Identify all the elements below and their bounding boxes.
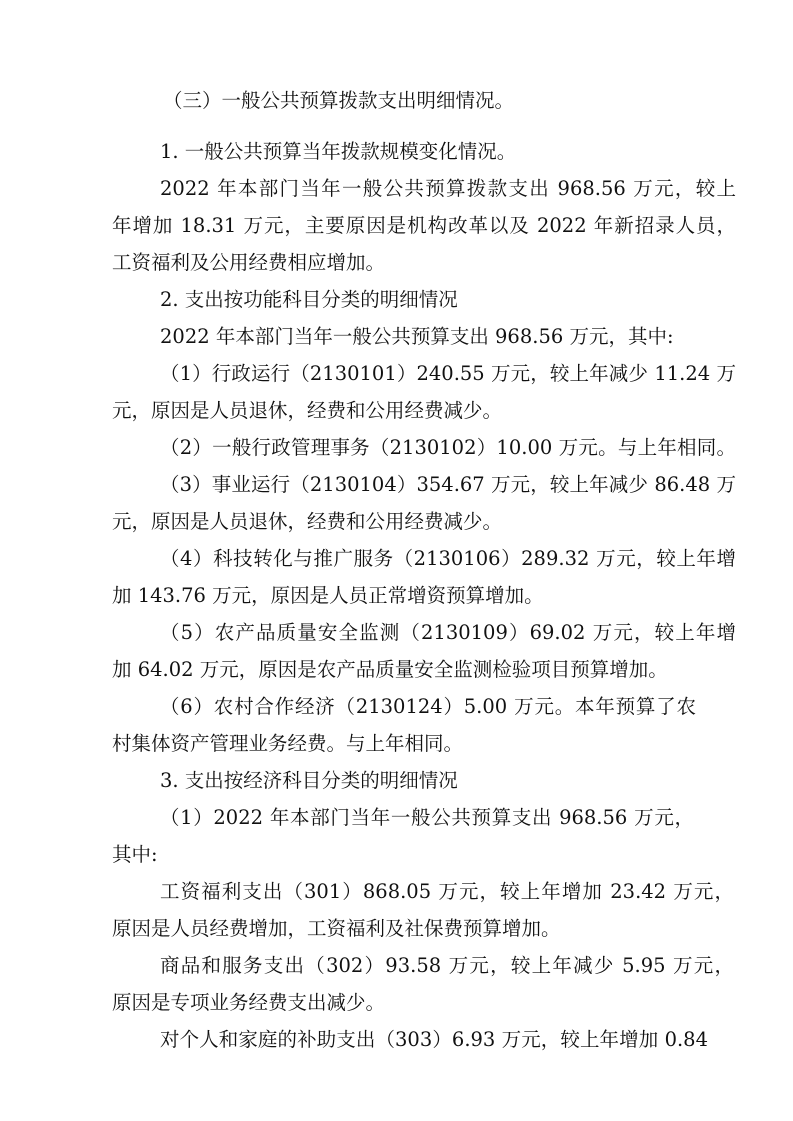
item2-entry-5-cont: 加 64.02 万元，原因是农产品质量安全监测检验项目预算增加。 bbox=[112, 658, 668, 681]
item2-heading: 2. 支出按功能科目分类的明细情况 bbox=[160, 288, 458, 311]
item3-entry-3: 对个人和家庭的补助支出（303）6.93 万元，较上年增加 0.84 bbox=[160, 1028, 708, 1051]
item2-entry-6-cont: 村集体资产管理业务经费。与上年相同。 bbox=[112, 732, 464, 755]
item2-entry-1-cont: 元，原因是人员退休，经费和公用经费减少。 bbox=[112, 399, 503, 422]
item1-para-line: 2022 年本部门当年一般公共预算拨款支出 968.56 万元，较上 bbox=[160, 177, 736, 200]
item1-heading: 1. 一般公共预算当年拨款规模变化情况。 bbox=[160, 140, 517, 163]
item1-para-line: 工资福利及公用经费相应增加。 bbox=[112, 251, 386, 274]
item2-entry-3-cont: 元，原因是人员退休，经费和公用经费减少。 bbox=[112, 510, 503, 533]
item2-entry-4: （4）科技转化与推广服务（2130106）289.32 万元，较上年增 bbox=[160, 547, 736, 570]
item2-entry-1: （1）行政运行（2130101）240.55 万元，较上年减少 11.24 万 bbox=[160, 362, 736, 385]
item2-intro: 2022 年本部门当年一般公共预算支出 968.56 万元，其中: bbox=[160, 325, 674, 348]
item3-intro-cont: 其中: bbox=[112, 843, 158, 866]
item3-entry-1: 工资福利支出（301）868.05 万元，较上年增加 23.42 万元， bbox=[160, 880, 734, 903]
item2-entry-4-cont: 加 143.76 万元，原因是人员正常增资预算增加。 bbox=[112, 584, 544, 607]
section-title: （三）一般公共预算拨款支出明细情况。 bbox=[163, 89, 515, 112]
item3-entry-2-cont: 原因是专项业务经费支出减少。 bbox=[112, 991, 386, 1014]
item3-entry-2: 商品和服务支出（302）93.58 万元，较上年减少 5.95 万元， bbox=[160, 954, 734, 977]
item2-entry-5: （5）农产品质量安全监测（2130109）69.02 万元，较上年增 bbox=[160, 621, 736, 644]
item3-entry-1-cont: 原因是人员经费增加，工资福利及社保费预算增加。 bbox=[112, 917, 561, 940]
item3-intro: （1）2022 年本部门当年一般公共预算支出 968.56 万元， bbox=[160, 806, 694, 829]
item3-heading: 3. 支出按经济科目分类的明细情况 bbox=[160, 769, 458, 792]
item2-entry-2: （2）一般行政管理事务（2130102）10.00 万元。与上年相同。 bbox=[160, 436, 736, 459]
item2-entry-3: （3）事业运行（2130104）354.67 万元，较上年减少 86.48 万 bbox=[160, 473, 736, 496]
item1-para-line: 年增加 18.31 万元，主要原因是机构改革以及 2022 年新招录人员， bbox=[112, 214, 736, 237]
item2-entry-6: （6）农村合作经济（2130124）5.00 万元。本年预算了农 bbox=[160, 695, 696, 718]
